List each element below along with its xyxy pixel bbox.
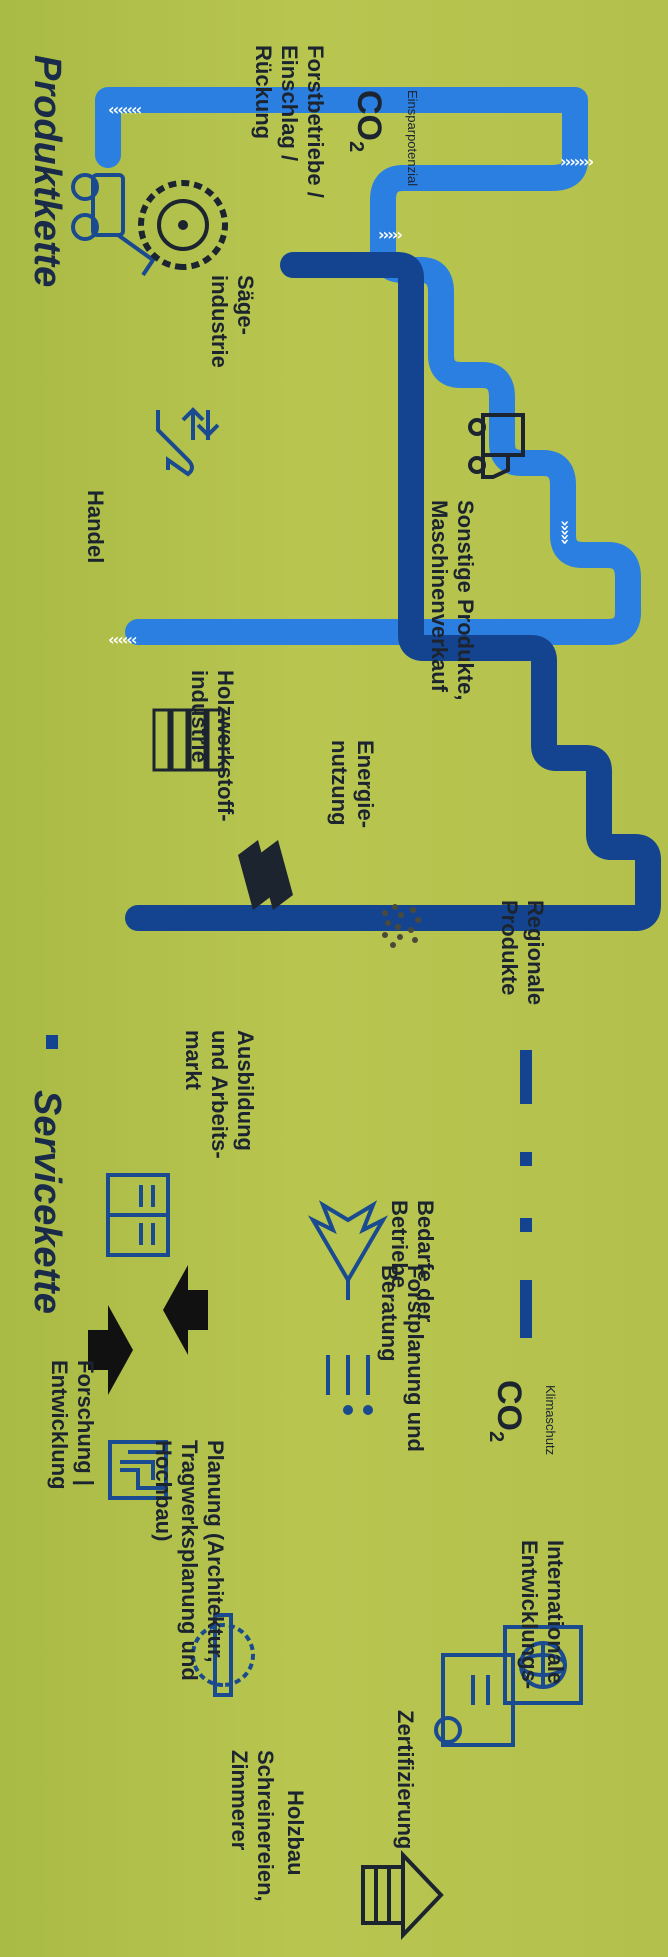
label-zertifizierung: Zertifizierung xyxy=(393,1710,418,1850)
label-forschung: Forschung | Entwicklung xyxy=(47,1360,98,1490)
product-chain-path xyxy=(108,100,628,632)
label-regionale-produkte: Regionale Produkte xyxy=(497,900,548,1006)
co2-product-caption: Einsparpotenzial xyxy=(405,90,420,187)
certificate-icon xyxy=(436,1655,513,1745)
label-sonstige-produkte: Sonstige Produkte, Maschinenverkauf xyxy=(427,500,478,701)
saw-blade-icon xyxy=(141,183,225,267)
tree-icon xyxy=(313,1205,383,1300)
label-ausbildung: Ausbildung und Arbeits- markt xyxy=(181,1030,258,1159)
svg-text:‹‹‹‹‹‹‹: ‹‹‹‹‹‹‹ xyxy=(108,100,141,119)
label-holzwerkstoffindustrie: Holzwerkstoff- industrie xyxy=(187,670,238,822)
label-bedarfe: Bedarfe der Betriebe xyxy=(387,1200,438,1323)
house-icon xyxy=(363,1855,441,1935)
product-chain-title: Produktkette xyxy=(26,55,68,288)
label-forstbetriebe: Forstbetriebe / Einschlag / Rückung xyxy=(251,45,328,198)
hand-trade-icon xyxy=(158,410,218,474)
book-icon xyxy=(108,1175,168,1255)
label-schreinereien: Schreinereien, Zimmerer xyxy=(227,1750,278,1902)
boards-icon xyxy=(238,840,293,910)
co2-service-caption: Klimaschutz xyxy=(543,1385,558,1456)
svg-text:›››››: ››››› xyxy=(556,520,575,543)
service-chain-title: Servicekette xyxy=(26,1090,68,1314)
svg-text:›››››››: ››››››› xyxy=(560,152,593,171)
label-holzbau: Holzbau xyxy=(283,1790,308,1876)
demand-arrows xyxy=(88,1265,208,1395)
label-forstplanung: Forstplanung und Beratung xyxy=(377,1265,428,1452)
co2-service: $CO_2$ xyxy=(485,1380,528,1443)
svg-text:‹‹‹‹‹‹: ‹‹‹‹‹‹ xyxy=(108,630,136,649)
label-planung: Planung (Architektur, Tragwerksplanung und Hochbau) xyxy=(151,1440,228,1681)
rain-lines-icon xyxy=(328,1355,371,1413)
label-saegeindustrie: Säge- industrie xyxy=(207,275,258,368)
co2-product: $CO_2$ xyxy=(345,90,388,153)
label-energienutzung: Energie- nutzung xyxy=(327,740,378,829)
svg-text:›››››: ››››› xyxy=(378,225,401,244)
label-international: Internationale Entwicklungs- xyxy=(517,1540,568,1690)
label-handel: Handel xyxy=(83,490,108,564)
section-divider xyxy=(46,1035,532,1338)
